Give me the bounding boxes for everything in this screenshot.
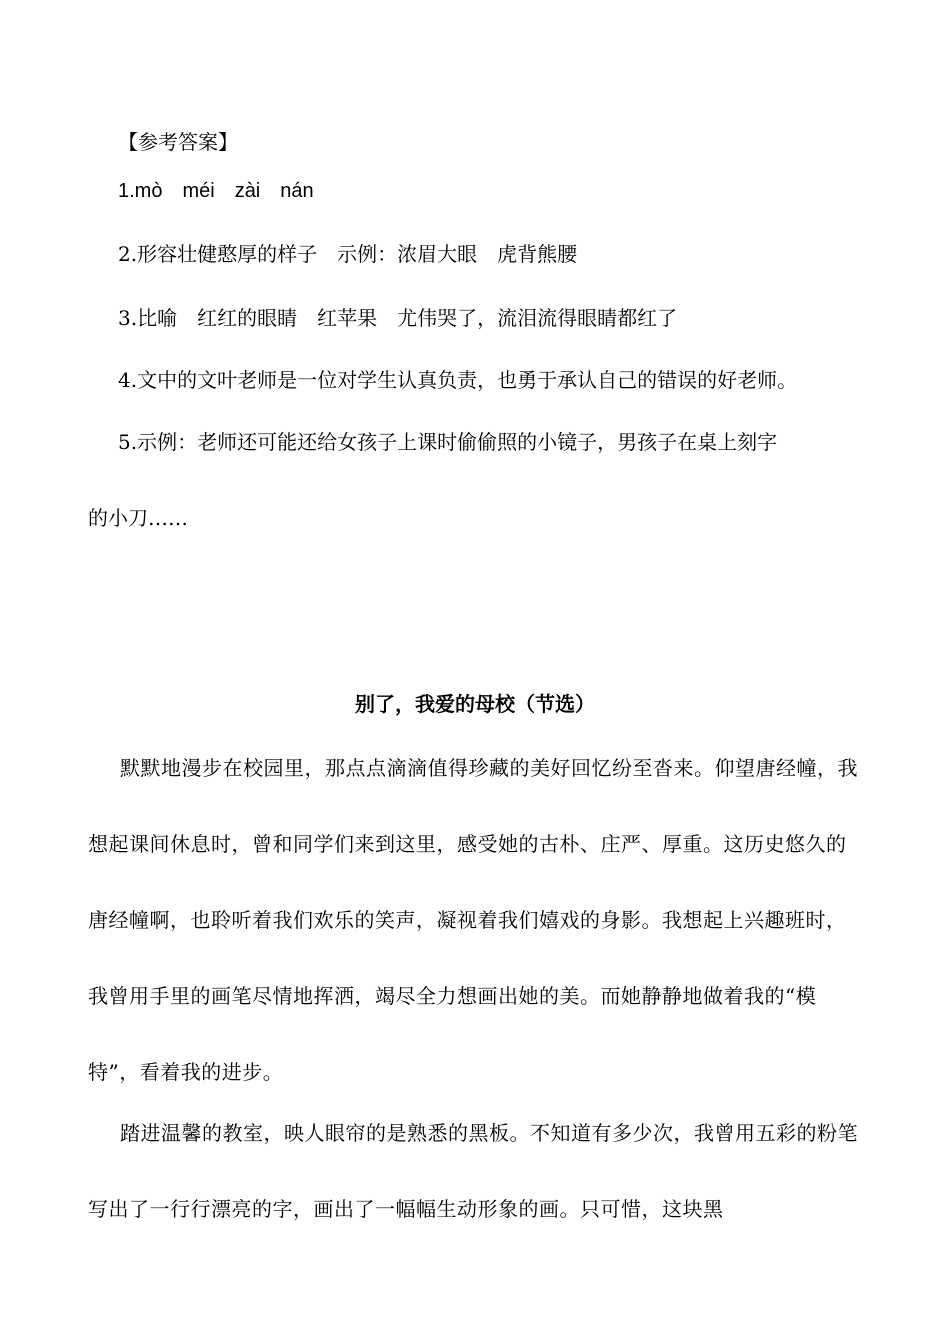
answer-item-5-continued: 的小刀…… xyxy=(88,506,188,530)
answer-item-5: 5.示例：老师还可能还给女孩子上课时偷偷照的小镜子，男孩子在桌上刻字 xyxy=(118,430,778,454)
article-paragraph-1: 默默地漫步在校园里，那点点滴滴值得珍藏的美好回忆纷至沓来。仰望唐经幢，我想起课间休息时，曾和同学们来到这里，感受她的古朴、庄严、厚重。这历史悠久的唐经幢啊，也聆听着我们欢乐的笑声，凝视着我们嬉戏的身影。我想起上兴趣班时，我曾用手里的画笔尽情地挥洒，竭尽全力想画出她的美。而她静静地做着我的“模特”，看着我的进步。 xyxy=(88,756,858,1084)
answer-item-2: 2.形容壮健憨厚的样子 示例：浓眉大眼 虎背熊腰 xyxy=(118,242,578,266)
answer-item-1: 1.mò méi zài nán xyxy=(118,180,314,202)
answer-item-4: 4.文中的文叶老师是一位对学生认真负责，也勇于承认自己的错误的好老师。 xyxy=(118,368,798,392)
article-title: 别了，我爱的母校（节选） xyxy=(355,692,595,716)
answer-heading: 【参考答案】 xyxy=(118,130,238,154)
article-paragraph-2: 踏进温馨的教室，映人眼帘的是熟悉的黑板。不知道有多少次，我曾用五彩的粉笔写出了一行行漂亮的字，画出了一幅幅生动形象的画。只可惜，这块黑 xyxy=(88,1121,858,1221)
answer-item-3: 3.比喻 红红的眼睛 红苹果 尤伟哭了，流泪流得眼睛都红了 xyxy=(118,306,678,330)
